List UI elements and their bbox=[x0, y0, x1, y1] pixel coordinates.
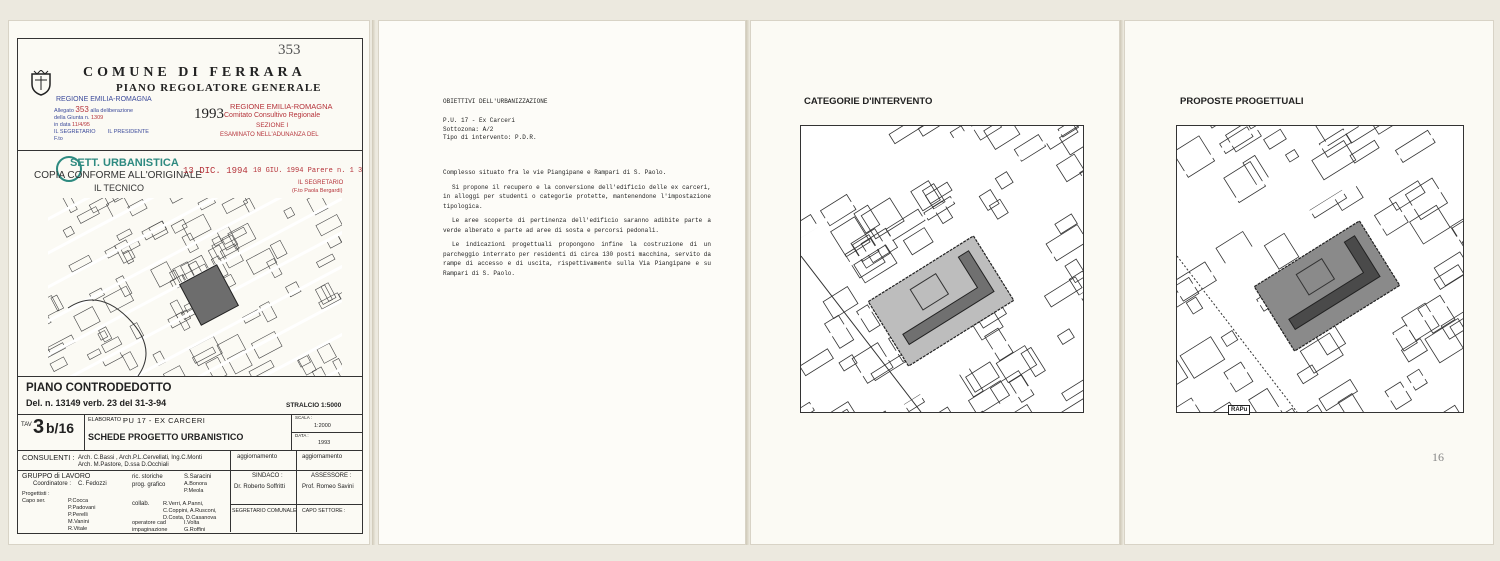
plan-info-pu: P.U. 17 - Ex Carceri bbox=[443, 117, 516, 124]
schede-title: SCHEDE PROGETTO URBANISTICO bbox=[88, 432, 244, 442]
collab-names: R.Verri, A.Panni, C.Coppini, A.Rusconi, D.Costa, D.Casanova bbox=[163, 501, 217, 521]
tav-label: TAV bbox=[21, 422, 32, 428]
text-page bbox=[378, 20, 746, 545]
coordinatore: C. Fedozzi bbox=[78, 481, 107, 487]
delibera: Del. n. 13149 verb. 23 del 31-3-94 bbox=[26, 398, 167, 408]
prog-grafico-names: A.Bonora P.Meola bbox=[184, 481, 207, 494]
city-map-extract bbox=[48, 198, 342, 376]
il-tecnico: IL TECNICO bbox=[94, 183, 145, 193]
date-stamp-2: 10 GIU. 1994 Parere n. 1 3 bbox=[253, 167, 363, 175]
piano-controdedotto: PIANO CONTRODEDOTTO bbox=[26, 382, 172, 394]
scala-label: SCALA : bbox=[295, 415, 313, 420]
sindaco: Dr. Roberto Soffritti bbox=[234, 484, 285, 490]
ric-storiche-name: S.Saracini bbox=[184, 474, 212, 480]
prog-grafico-label: prog. grafico bbox=[132, 482, 166, 488]
elaborato-label: ELABORATO : bbox=[88, 417, 125, 423]
comitato-stamp: Comitato Consultivo Regionale bbox=[224, 112, 321, 119]
capo-ser-label: Capo ser. bbox=[22, 498, 46, 504]
cover-sheet bbox=[8, 20, 370, 545]
sezione-stamp: SEZIONE I bbox=[256, 122, 289, 129]
segretario-comunale: SEGRETARIO COMUNALE bbox=[232, 508, 297, 514]
esaminato-stamp: ESAMINATO NELL'ADUNANZA DEL bbox=[220, 132, 319, 138]
progettisti-names: P.Cocca P.Padovani P.Perelli M.Vanini R.Vitale bbox=[68, 498, 96, 532]
collab-label: collab. bbox=[132, 501, 150, 507]
elaborato: PU 17 - EX CARCERI bbox=[123, 416, 206, 425]
data: 1993 bbox=[318, 440, 331, 446]
rapu-label: RAPu bbox=[1228, 405, 1250, 415]
paragraph-aree: Le aree scoperte di pertinenza dell'edificio saranno adibite parte a verde alberato e parte ad aree di sosta e percorsi pedonali. bbox=[443, 217, 711, 234]
coat-of-arms-icon bbox=[30, 70, 52, 96]
proposte-title: PROPOSTE PROGETTUALI bbox=[1180, 96, 1304, 107]
progettisti-label: Progettisti : bbox=[22, 491, 50, 497]
assessore-label: ASSESSORE : bbox=[311, 473, 352, 479]
page-number: 16 bbox=[1432, 450, 1444, 464]
allegato-stamp: Allegato 353 alla deliberazione della Giunta n. 1309 in data 11/4/95 IL SEGRETARIO IL PRESIDENTE F.to bbox=[54, 105, 149, 142]
sindaco-label: SINDACO : bbox=[252, 473, 283, 479]
capo-settore: CAPO SETTORE : bbox=[302, 508, 346, 514]
segretario-name-stamp: (F.to Paola Bergardi) bbox=[292, 188, 343, 194]
plan-year: 1993 bbox=[194, 106, 224, 122]
data-label: DATA : bbox=[295, 433, 309, 438]
consulenti-label: CONSULENTI : bbox=[22, 453, 75, 462]
plan-info bbox=[443, 117, 537, 143]
operatore-names: I.Volta G.Roffini bbox=[184, 520, 206, 533]
paragraph-recupero: Si propone il recupero e la conversione dell'edificio delle ex carceri, in alloggi per studenti o categorie protette, mantenendone l'impostazione tipologica. bbox=[443, 183, 711, 210]
copia-conforme: COPIA CONFORME ALL'ORIGINALE bbox=[34, 170, 203, 181]
il-segretario-stamp: IL SEGRETARIO bbox=[298, 180, 344, 186]
tav-number: 3 bbox=[33, 416, 45, 438]
coordinatore-label: Coordinatore : bbox=[33, 481, 72, 487]
sheet-number: 353 bbox=[278, 42, 301, 58]
page-fold bbox=[372, 20, 376, 545]
assessore: Prof. Romeo Savini bbox=[302, 484, 354, 490]
categorie-page bbox=[750, 20, 1120, 545]
aggiornamento-1: aggiornamento bbox=[237, 454, 278, 460]
aggiornamento-2: aggiornamento bbox=[302, 454, 343, 460]
comune-title: COMUNE DI FERRARA bbox=[83, 65, 306, 80]
consulenti-2: Arch. M.Pastore, D.ssa D.Occhiali bbox=[78, 462, 169, 468]
scala: 1:2000 bbox=[314, 423, 331, 429]
sett-urbanistica-stamp: SETT. URBANISTICA bbox=[70, 157, 179, 169]
gruppo-label: GRUPPO di LAVORO bbox=[22, 473, 91, 480]
operatore-label: operatore cad impaginazione bbox=[132, 520, 168, 533]
date-stamp-1: 13 DIC. 1994 bbox=[183, 166, 248, 176]
piano-title: PIANO REGOLATORE GENERALE bbox=[116, 82, 322, 94]
ric-storiche-label: ric. storiche bbox=[132, 474, 163, 480]
proposte-map bbox=[1176, 125, 1464, 413]
consulenti-1: Arch. C.Bassi , Arch.P.L.Cervellati, Ing.C.Monti bbox=[78, 455, 202, 461]
plan-info-sottozona: Sottozona: A/2 bbox=[443, 125, 494, 133]
plan-info-tipo: Tipo di intervento: P.D.R. bbox=[443, 134, 537, 141]
tav-suffix: b/16 bbox=[46, 420, 75, 436]
objectives-body bbox=[443, 168, 711, 283]
paragraph-location: Complesso situato fra le vie Piangipane e Rampari di S. Paolo. bbox=[443, 169, 667, 176]
stralcio: STRALCIO 1:5000 bbox=[286, 402, 342, 409]
categorie-map bbox=[800, 125, 1084, 413]
categorie-title: CATEGORIE D'INTERVENTO bbox=[804, 96, 933, 107]
regione-stamp-right: REGIONE EMILIA-ROMAGNA bbox=[230, 102, 333, 111]
regione-stamp-left: REGIONE EMILIA-ROMAGNA bbox=[56, 96, 152, 103]
paragraph-parcheggio: Le indicazioni progettuali propongono infine la costruzione di un parcheggio interrato per residenti di circa 130 posti macchina, servito da rampe di accesso e di uscita, rispettivamente sulla Via Piangipane e su Rampari di S. Paolo. bbox=[443, 241, 711, 277]
proposte-page bbox=[1124, 20, 1494, 545]
objectives-heading: OBIETTIVI DELL'URBANIZZAZIONE bbox=[443, 98, 548, 105]
